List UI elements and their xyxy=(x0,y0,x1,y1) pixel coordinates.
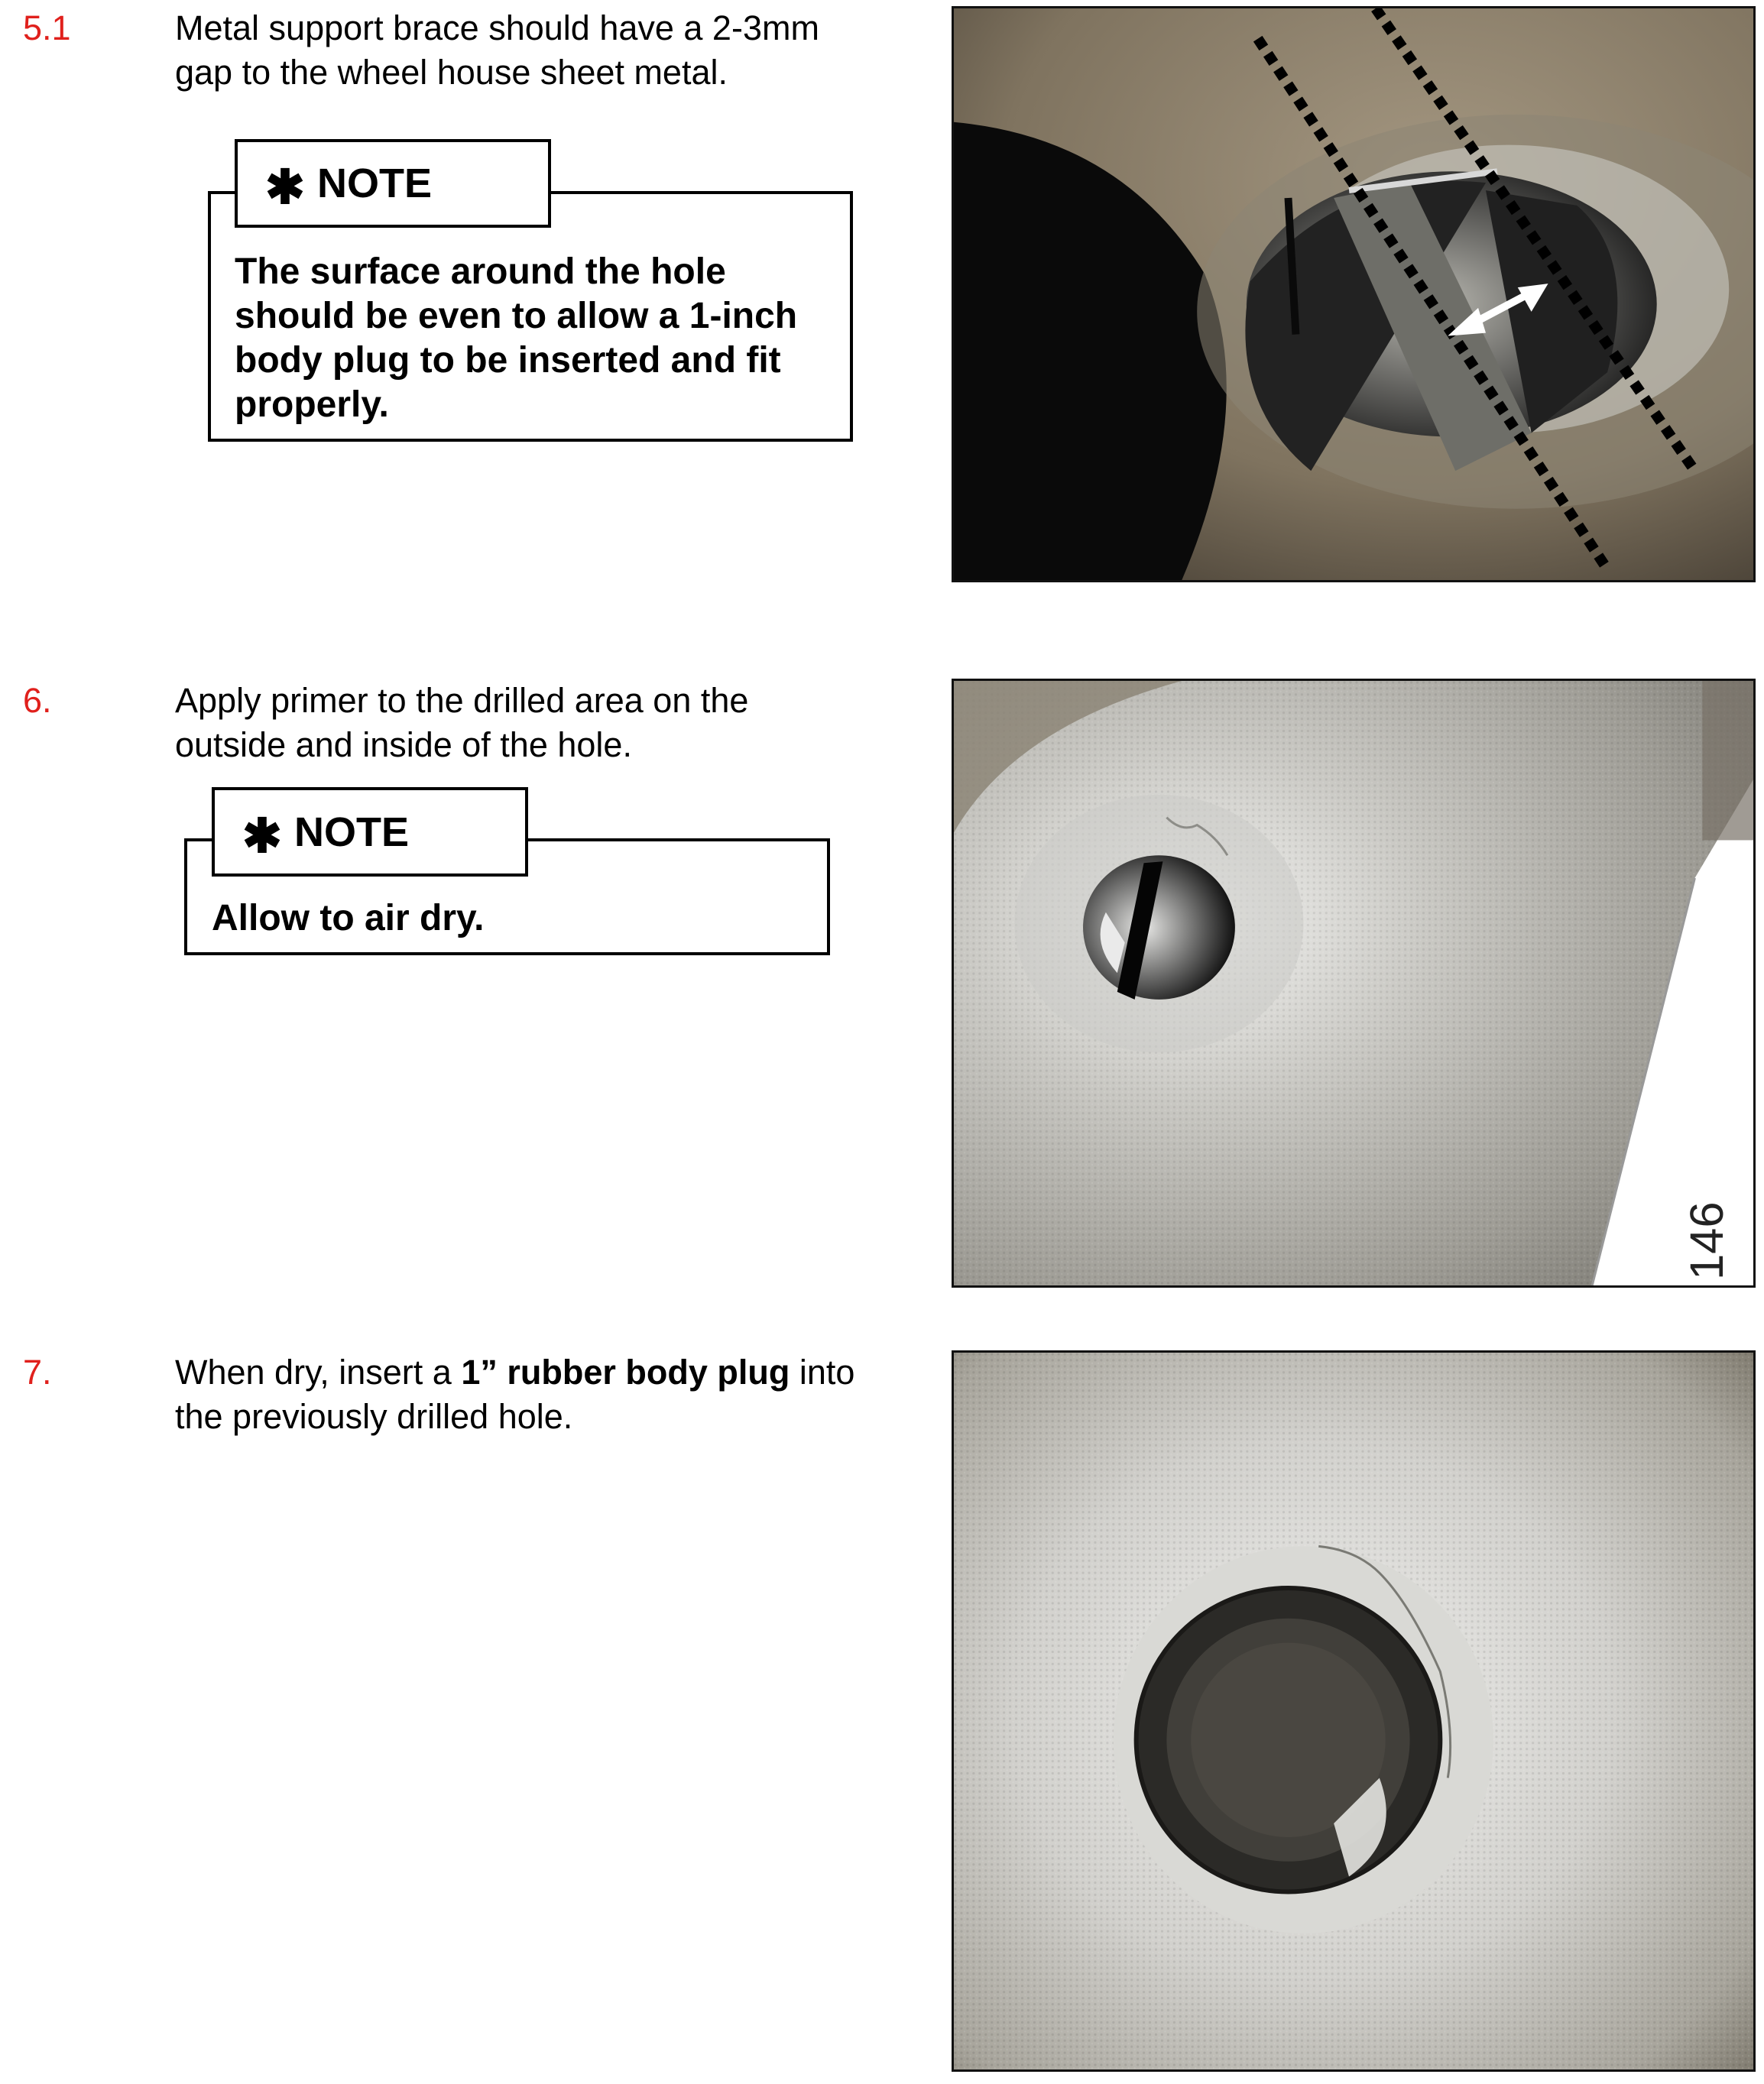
instruction-text: When dry, insert a xyxy=(175,1353,462,1392)
step-instruction xyxy=(175,1350,916,1439)
instruction-line: the previously drilled hole. xyxy=(175,1397,573,1436)
step-instruction xyxy=(175,679,916,767)
photo-rubber-body-plug xyxy=(952,1350,1756,2072)
photo-support-brace-gap xyxy=(952,6,1756,582)
asterisk-icon: ✱ xyxy=(265,161,305,214)
photo-primed-hole xyxy=(952,679,1756,1288)
note-line: properly. xyxy=(235,384,389,425)
instruction-line xyxy=(175,1350,916,1395)
note-header xyxy=(212,787,528,877)
note-text xyxy=(235,250,838,427)
instruction-emphasis: 1” rubber body plug xyxy=(461,1353,790,1392)
step-number: 5.1 xyxy=(23,8,71,47)
note-text xyxy=(212,896,816,941)
step-number: 7. xyxy=(23,1353,52,1392)
instruction-line: outside and inside of the hole. xyxy=(175,725,632,764)
asterisk-icon: ✱ xyxy=(242,809,282,863)
instruction-line: Metal support brace should have a 2-3mm xyxy=(175,8,819,47)
note-label: NOTE xyxy=(293,809,409,855)
note-header xyxy=(235,139,551,228)
instruction-text: into xyxy=(790,1353,855,1392)
note-line: should be even to allow a 1-inch xyxy=(235,296,798,336)
note-line: body plug to be inserted and fit xyxy=(235,340,781,381)
instruction-line: gap to the wheel house sheet metal. xyxy=(175,53,728,92)
step-instruction xyxy=(175,6,916,95)
step-number: 6. xyxy=(23,681,52,720)
note-line: The surface around the hole xyxy=(235,251,726,292)
note-line: Allow to air dry. xyxy=(212,898,485,938)
note-label: NOTE xyxy=(316,160,432,206)
instruction-line: Apply primer to the drilled area on the xyxy=(175,681,749,720)
photo-label-146: 146 xyxy=(1681,1201,1734,1281)
